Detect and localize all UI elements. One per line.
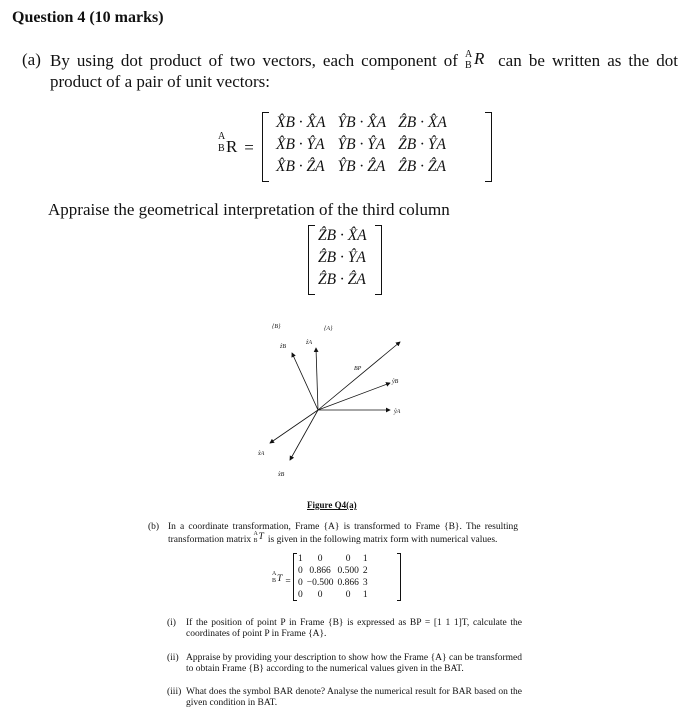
- zb-label: ẑB: [280, 344, 286, 350]
- matrix-rot-r: R: [226, 137, 238, 156]
- matrix-cell: ŶB · ẐA: [337, 158, 386, 175]
- third-column-matrix: [308, 225, 382, 295]
- rotation-sub: B: [465, 60, 472, 71]
- transformation-matrix-lhs: [272, 571, 291, 587]
- t-inline-sup: A: [253, 531, 258, 537]
- sub-question-text: If the position of point P in Frame {B} is expressed as BP = [1 1 1]T, calculate the coordinates of point P in Frame {A}.: [186, 618, 522, 639]
- t-cell: 0.866: [337, 578, 359, 588]
- matrix-cell: X̂B · X̂A: [276, 114, 326, 131]
- t-matrix-sup: A: [272, 571, 277, 577]
- question-title: Question 4 (10 marks): [12, 9, 164, 26]
- t-cell: 0: [298, 578, 303, 588]
- t-inline-sub: B: [253, 538, 258, 544]
- sub-question-text: Appraise by providing your description to show how the Frame {A} can be transformed to obtain Frame {B} according to the numerical values given in the BAT.: [186, 653, 522, 674]
- part-b-text: [168, 522, 518, 546]
- frame-a-label: {A}: [324, 326, 333, 332]
- rotation-matrix-lhs: [218, 131, 254, 158]
- xa-axis: [270, 410, 318, 443]
- appraise-text: Appraise the geometrical interpretation of the third column: [48, 200, 450, 219]
- sub-question-ii: [167, 653, 522, 675]
- t-cell: 3: [362, 578, 368, 588]
- transformation-matrix-body: [293, 553, 401, 601]
- frame-diagram: [250, 318, 430, 488]
- matrix-cell: ẐB · ŶA: [398, 136, 446, 153]
- t-symbol-inline: [253, 533, 265, 542]
- right-bracket: [375, 225, 382, 295]
- t-matrix-t: T: [277, 574, 283, 584]
- t-cell: 0: [345, 590, 351, 600]
- t-cell: 0: [317, 590, 323, 600]
- yb-label: ŷB: [392, 379, 399, 385]
- matrix-cell: X̂B · ŶA: [276, 136, 325, 153]
- sub-question-i: [167, 618, 522, 640]
- column-cell: ẐB · ŶA: [318, 249, 366, 266]
- t-cell: 0: [317, 554, 323, 564]
- t-cell: 2: [362, 566, 368, 576]
- sub-question-text: What does the symbol BAR denote? Analyse the numerical result for BAR based on the given condition in BAT.: [186, 687, 522, 708]
- t-matrix-sub: B: [272, 578, 277, 584]
- t-cell: 0.866: [309, 566, 331, 576]
- t-cell: 0.500: [337, 566, 359, 576]
- t-cell: 0: [298, 590, 303, 600]
- right-bracket: [485, 112, 492, 182]
- t-inline-t: T: [258, 532, 264, 542]
- t-cell: −0.500: [306, 578, 334, 588]
- rotation-sup: A: [465, 49, 473, 60]
- za-label: ẑA: [306, 340, 312, 346]
- sub-question-label: (iii): [167, 687, 182, 697]
- xb-label: x̂B: [278, 472, 285, 478]
- xa-label: x̂A: [258, 451, 265, 457]
- p-label: BP: [354, 366, 362, 372]
- t-cell: 0: [345, 554, 351, 564]
- sub-question-label: (ii): [167, 653, 179, 663]
- matrix-cell: ŶB · ŶA: [337, 136, 386, 153]
- third-column-table: [316, 225, 369, 291]
- p-vector: [318, 342, 400, 410]
- matrix-equals: =: [244, 138, 254, 157]
- sub-question-iii: [167, 687, 522, 709]
- right-bracket: [397, 553, 401, 601]
- t-cell: 1: [362, 554, 368, 564]
- part-a-intro-end: can be written as the dot product of a pair of unit vectors:: [50, 51, 679, 91]
- yb-axis: [318, 383, 390, 410]
- matrix-cell: ẐB · X̂A: [398, 114, 447, 131]
- rotation-symbol: [465, 49, 491, 71]
- part-a-intro-start: By using dot product of two vectors, each component of: [50, 51, 458, 70]
- sub-question-label: (i): [167, 618, 176, 628]
- part-b-text-2: is given in the following matrix form with numerical values.: [267, 535, 498, 545]
- matrix-rot-sub: B: [218, 143, 225, 154]
- zb-axis: [292, 353, 318, 410]
- part-b: [148, 522, 518, 546]
- matrix-cell: ŶB · X̂A: [337, 114, 387, 131]
- column-cell: ẐB · ẐA: [318, 271, 366, 288]
- t-matrix-equals: =: [285, 577, 291, 587]
- part-a-intro: [50, 50, 678, 92]
- xb-axis: [290, 410, 318, 460]
- part-b-text-1: In a coordinate transformation, Frame {A} is transformed to Frame {B}. The resulting transformation matrix: [168, 522, 518, 545]
- left-bracket: [308, 225, 315, 295]
- frame-b-label: {B}: [272, 324, 281, 330]
- matrix-rot-sup: A: [218, 131, 226, 142]
- column-cell: ẐB · X̂A: [318, 227, 367, 244]
- rotation-matrix-body: [262, 112, 492, 182]
- left-bracket: [262, 112, 269, 182]
- ya-label: ŷA: [394, 409, 401, 415]
- part-a-label: (a): [22, 50, 41, 69]
- rotation-matrix-table: [270, 112, 453, 178]
- t-cell: 1: [298, 554, 303, 564]
- matrix-cell: X̂B · ẐA: [276, 158, 325, 175]
- transformation-matrix-table: [296, 553, 370, 601]
- t-cell: 0: [298, 566, 303, 576]
- figure-caption: Figure Q4(a): [307, 500, 357, 510]
- t-cell: 1: [362, 590, 368, 600]
- matrix-cell: ẐB · ẐA: [398, 158, 446, 175]
- left-bracket: [293, 553, 297, 601]
- za-axis: [316, 348, 318, 410]
- part-b-label: (b): [148, 522, 160, 532]
- rotation-r: R: [474, 49, 485, 68]
